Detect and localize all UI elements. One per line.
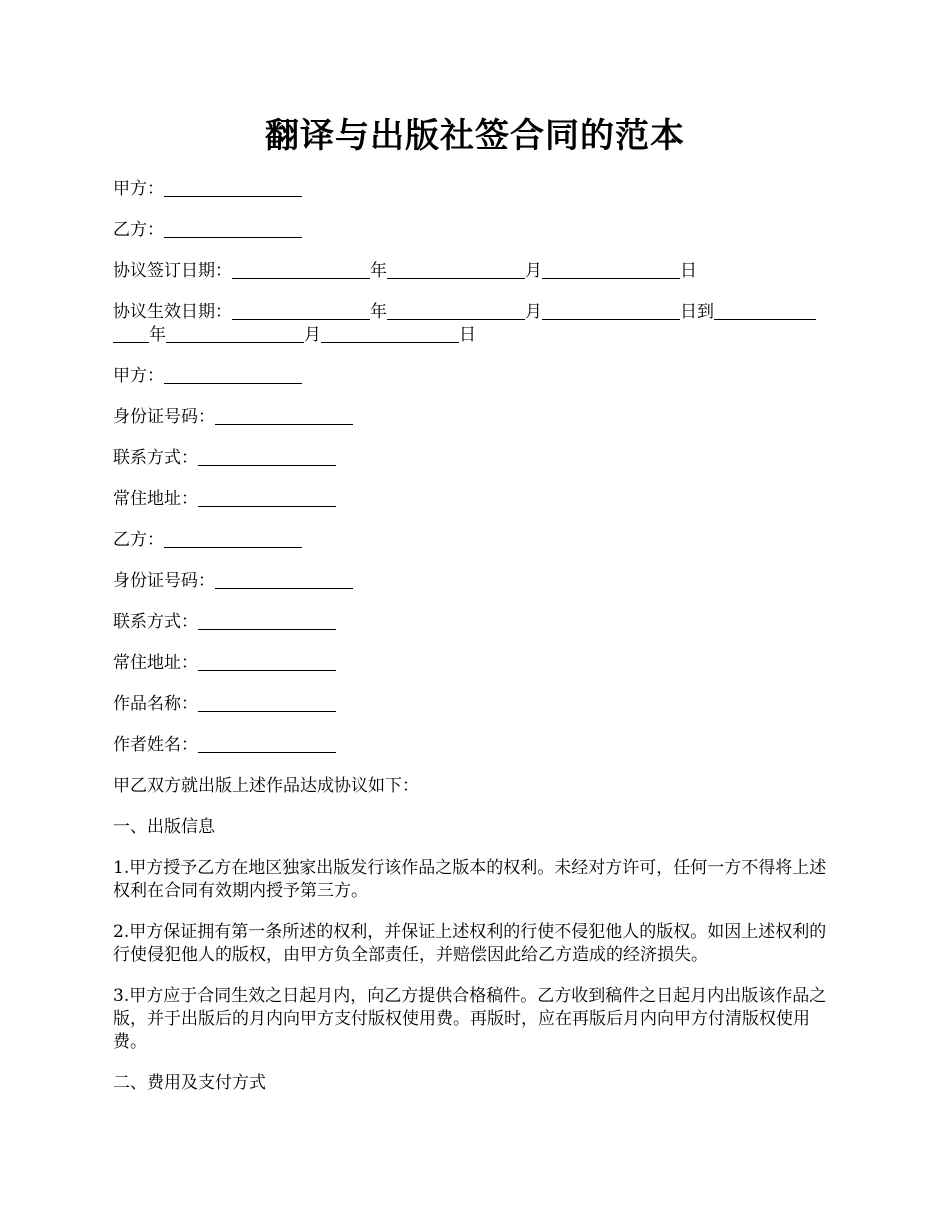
party-b-line xyxy=(113,219,839,242)
party-a-address-line xyxy=(113,488,839,511)
end-month-blank xyxy=(166,325,304,343)
party-a-detail-blank xyxy=(164,366,302,384)
party-b-detail-label: 乙方： xyxy=(113,530,164,550)
effective-month-text: 月 xyxy=(525,302,542,322)
end-day-blank xyxy=(321,325,459,343)
party-a-id-blank xyxy=(215,407,353,425)
sign-date-line xyxy=(113,260,839,283)
section-2-heading: 二、费用及支付方式 xyxy=(113,1073,266,1093)
sign-day-blank xyxy=(542,261,680,279)
party-b-detail-line xyxy=(113,529,839,552)
party-a-contact-blank xyxy=(198,448,336,466)
clause-3: 3.甲方应于合同生效之日起月内，向乙方提供合格稿件。乙方收到稿件之日起月内出版该作品之版，并于出版后的月内向甲方支付版权使用费。再版时，应在再版后月内向甲方付清版权使用费。 xyxy=(113,986,827,1052)
party-b-id-line xyxy=(113,570,839,593)
effective-day-blank xyxy=(542,302,680,320)
sign-date-label: 协议签订日期： xyxy=(113,261,232,281)
sign-year-text: 年 xyxy=(370,261,387,281)
clause-1: 1.甲方授予乙方在地区独家出版发行该作品之版本的权利。未经对方许可，任何一方不得将上述权利在合同有效期内授予第三方。 xyxy=(113,858,827,901)
party-b-address-line xyxy=(113,652,839,675)
party-b-contact-blank xyxy=(198,612,336,630)
party-a-contact-line xyxy=(113,447,839,470)
effective-day-to-text: 日到 xyxy=(680,302,714,322)
party-a-label: 甲方： xyxy=(113,179,164,199)
party-b-address-blank xyxy=(198,653,336,671)
party-b-contact-line xyxy=(113,611,839,634)
effective-date-line xyxy=(113,301,839,347)
end-year-text: 年 xyxy=(149,325,166,345)
party-a-line xyxy=(113,178,839,201)
end-year-blank-part1 xyxy=(714,302,816,320)
party-a-address-label: 常住地址： xyxy=(113,489,198,509)
document-title: 翻译与出版社签合同的范本 xyxy=(265,116,685,156)
party-a-address-blank xyxy=(198,489,336,507)
sign-month-text: 月 xyxy=(525,261,542,281)
work-name-label: 作品名称： xyxy=(113,694,198,714)
effective-month-blank xyxy=(387,302,525,320)
work-name-blank xyxy=(198,694,336,712)
sign-month-blank xyxy=(387,261,525,279)
party-b-label: 乙方： xyxy=(113,220,164,240)
sign-year-blank xyxy=(232,261,370,279)
section-1-heading: 一、出版信息 xyxy=(113,817,215,837)
effective-year-blank xyxy=(232,302,370,320)
sign-day-text: 日 xyxy=(680,261,697,281)
author-name-label: 作者姓名： xyxy=(113,735,198,755)
effective-date-label: 协议生效日期： xyxy=(113,302,232,322)
clause-2: 2.甲方保证拥有第一条所述的权利，并保证上述权利的行使不侵犯他人的版权。如因上述权利的行使侵犯他人的版权，由甲方负全部责任，并赔偿因此给乙方造成的经济损失。 xyxy=(113,922,827,965)
effective-year-text: 年 xyxy=(370,302,387,322)
author-name-blank xyxy=(198,735,336,753)
party-b-id-blank xyxy=(215,571,353,589)
work-name-line xyxy=(113,693,839,716)
end-day-text: 日 xyxy=(459,325,476,345)
author-name-line xyxy=(113,734,839,757)
party-b-id-label: 身份证号码： xyxy=(113,571,215,591)
end-month-text: 月 xyxy=(304,325,321,345)
party-b-contact-label: 联系方式： xyxy=(113,612,198,632)
document-body xyxy=(113,178,839,1113)
party-b-blank xyxy=(164,220,302,238)
party-a-contact-label: 联系方式： xyxy=(113,448,198,468)
party-a-detail-label: 甲方： xyxy=(113,366,164,386)
party-a-detail-line xyxy=(113,365,839,388)
intro-paragraph: 甲乙双方就出版上述作品达成协议如下： xyxy=(113,776,419,796)
party-a-id-line xyxy=(113,406,839,429)
party-a-id-label: 身份证号码： xyxy=(113,407,215,427)
party-b-address-label: 常住地址： xyxy=(113,653,198,673)
party-b-detail-blank xyxy=(164,530,302,548)
party-a-blank xyxy=(164,179,302,197)
end-year-blank-part2 xyxy=(113,325,149,343)
